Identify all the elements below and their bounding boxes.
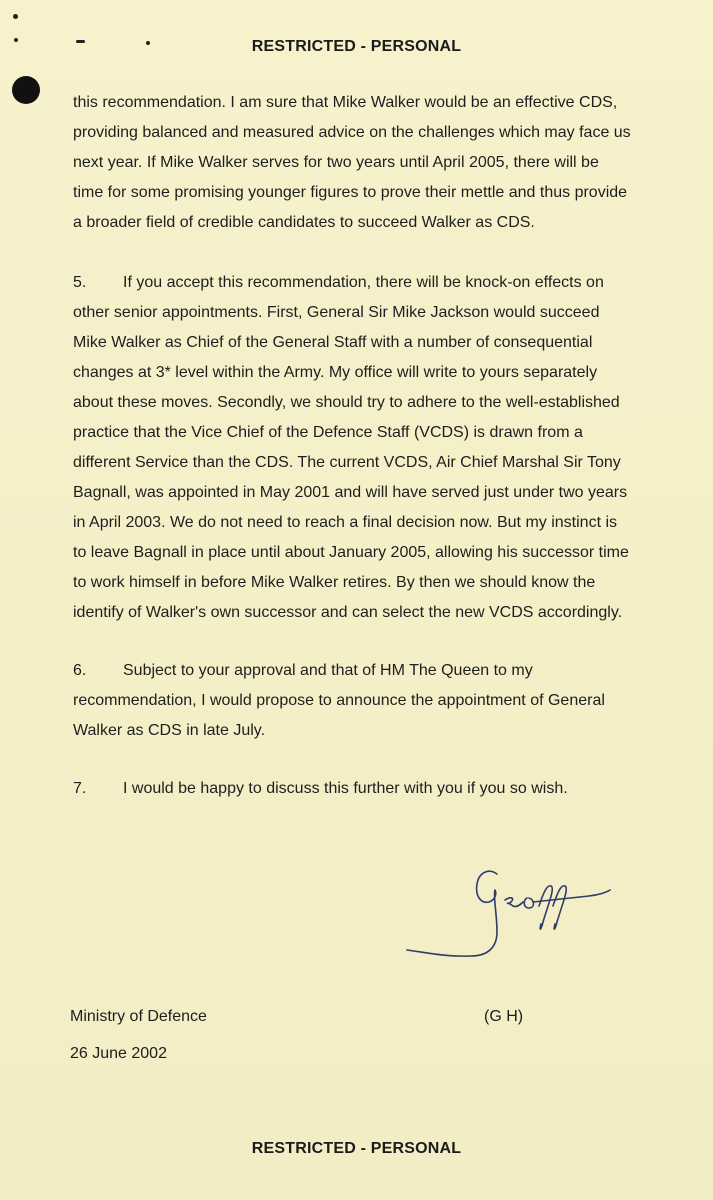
- paragraph-continuation: [73, 88, 683, 238]
- paragraph-number: 5.: [73, 274, 87, 291]
- paragraph-line: next year. If Mike Walker serves for two years until April 2005, there will be: [73, 154, 599, 171]
- paragraph-line: other senior appointments. First, General Sir Mike Jackson would succeed: [73, 304, 600, 321]
- footer-classification: RESTRICTED - PERSONAL: [251, 1140, 462, 1157]
- paragraph-number: 6.: [73, 662, 87, 679]
- paragraph-line: providing balanced and measured advice on the challenges which may face us: [73, 124, 631, 141]
- handwritten-signature: [405, 862, 615, 962]
- paragraph-line: Mike Walker as Chief of the General Staff with a number of consequential: [73, 334, 593, 351]
- paragraph-line: changes at 3* level within the Army. My office will write to yours separately: [73, 364, 598, 381]
- paragraph-line: Bagnall, was appointed in May 2001 and will have served just under two years: [73, 484, 628, 501]
- paragraph-line: practice that the Vice Chief of the Defence Staff (VCDS) is drawn from a: [73, 424, 583, 441]
- paragraph-6: [73, 656, 683, 746]
- paragraph-line: recommendation, I would propose to announce the appointment of General: [73, 692, 605, 709]
- paragraph-line: different Service than the CDS. The current VCDS, Air Chief Marshal Sir Tony: [73, 454, 621, 471]
- paragraph-line: about these moves. Secondly, we should try to adhere to the well-established: [73, 394, 620, 411]
- punch-hole: [12, 76, 40, 104]
- paragraph-line: to leave Bagnall in place until about January 2005, allowing his successor time: [73, 544, 629, 561]
- paragraph-line: time for some promising younger figures to prove their mettle and thus provide: [73, 184, 628, 201]
- paragraph-line: in April 2003. We do not need to reach a final decision now. But my instinct is: [73, 514, 618, 531]
- paragraph-line: identify of Walker's own successor and can select the new VCDS accordingly.: [73, 604, 623, 621]
- header-classification: RESTRICTED - PERSONAL: [251, 38, 462, 55]
- paragraph-number: 7.: [73, 780, 87, 797]
- paragraph-line: Subject to your approval and that of HM The Queen to my: [123, 662, 533, 679]
- paper-speck: [13, 14, 18, 19]
- paragraph-5: [73, 268, 683, 628]
- paragraph-line: a broader field of credible candidates to succeed Walker as CDS.: [73, 214, 535, 231]
- document-date: 26 June 2002: [70, 1045, 167, 1062]
- paragraph-line: Walker as CDS in late July.: [73, 722, 266, 739]
- paragraph-line: this recommendation. I am sure that Mike Walker would be an effective CDS,: [73, 94, 618, 111]
- signature-initials: (G H): [484, 1008, 524, 1025]
- paragraph-line: If you accept this recommendation, there will be knock-on effects on: [123, 274, 604, 291]
- paragraph-7: [73, 774, 683, 804]
- paragraph-line: I would be happy to discuss this further with you if you so wish.: [123, 780, 568, 797]
- paragraph-line: to work himself in before Mike Walker retires. By then we should know the: [73, 574, 596, 591]
- department-name: Ministry of Defence: [70, 1008, 207, 1025]
